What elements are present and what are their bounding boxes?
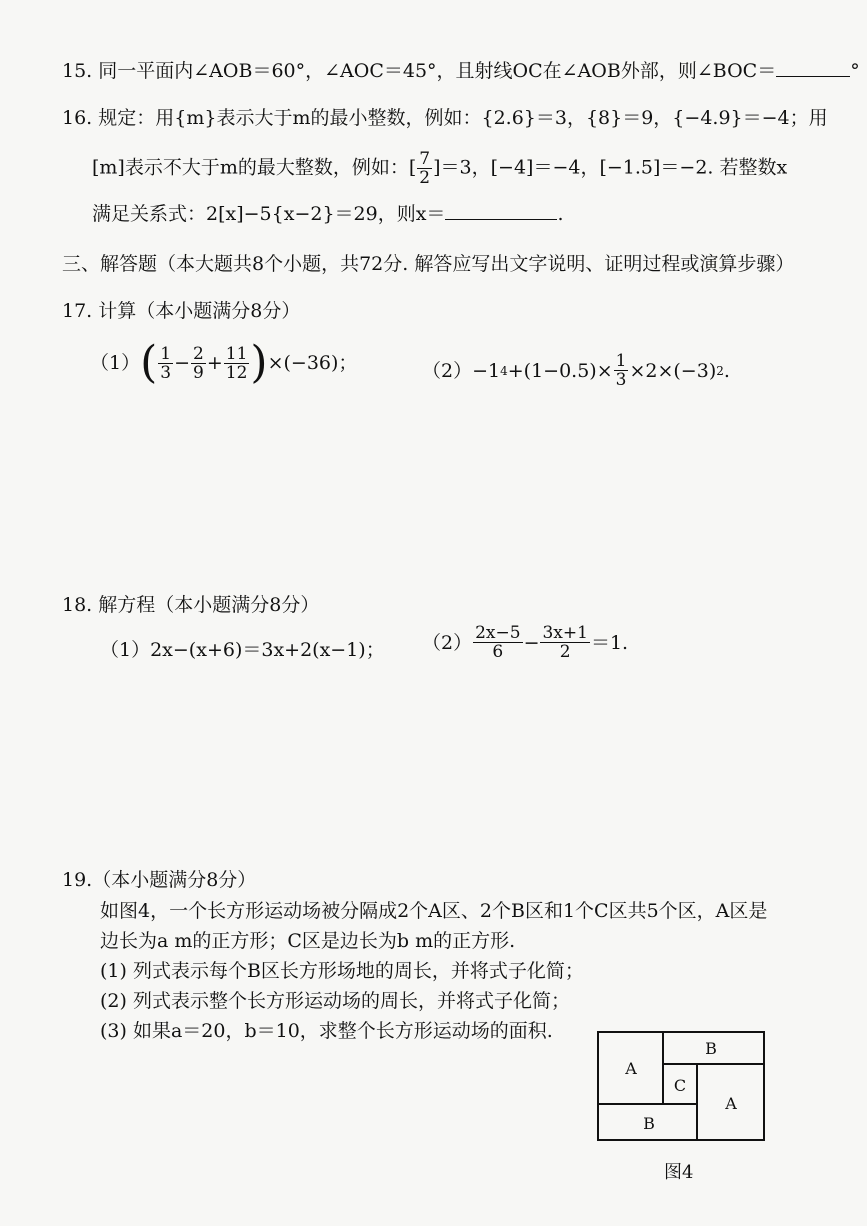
question-18-part-1: （1）2x−(x+6)＝3x+2(x−1)； [100,639,385,661]
answer-blank[interactable] [776,58,850,77]
question-text: 同一平面内∠AOB＝60°，∠AOC＝45°，且射线OC在∠AOB外部，则∠BOC＝ [98,60,777,82]
expression-tail: ＝1. [590,631,629,654]
zone-b-label: B [643,1114,655,1133]
question-number: 16. [62,107,93,129]
question-number: 15. [62,60,93,82]
operator: − [523,631,540,654]
fraction [614,352,629,389]
expression-tail: ×(−36)； [267,352,358,374]
question-16-line-2 [92,150,787,187]
question-19-line-1: 如图4，一个长方形运动场被分隔成2个A区、2个B区和1个C区共5个区，A区是 [100,900,768,922]
question-19-item-2: (2) 列式表示整个长方形运动场的周长，并将式子化简； [100,990,570,1012]
operator: − [174,352,191,374]
zone-a-label: A [625,1059,637,1078]
figure-caption: 图4 [664,1162,694,1183]
exponent: 4 [500,363,508,378]
expression: +(1−0.5)× [507,359,613,382]
question-17-part-2 [422,352,730,389]
fraction [540,624,589,661]
fraction-denominator: 6 [492,642,504,662]
question-suffix: . [557,203,564,225]
question-19-line-2: 边长为a m的正方形；C区是边长为b m的正方形. [100,930,516,952]
question-text: 满足关系式：2[x]−5{x−2}＝29，则x＝ [92,203,446,225]
question-18-part-2 [422,624,628,661]
question-18-title: 18. 解方程（本小题满分8分） [62,594,320,616]
part-label: （1） [90,352,141,374]
zone-b-label: B [705,1039,717,1058]
question-19-item-3: (3) 如果a＝20，b＝10，求整个长方形运动场的面积. [100,1020,553,1042]
part-label: （2） [422,631,473,654]
question-19-title: 19.（本小题满分8分） [62,869,257,891]
question-16-line-3 [92,201,563,227]
fraction-numerator: 2x−5 [475,623,521,643]
fraction-numerator: 2 [193,343,204,364]
zone-c-label: C [673,1076,687,1095]
fraction-numerator: 7 [419,149,431,169]
fraction-denominator: 3 [160,362,172,383]
section-heading: 三、解答题（本大题共8个小题，共72分. 解答应写出文字说明、证明过程或演算步骤） [62,253,795,275]
fraction [473,624,522,661]
right-paren: ) [250,337,268,388]
fraction-numerator: 1 [160,343,172,364]
fraction-denominator: 12 [225,362,248,383]
fraction-denominator: 2 [419,168,431,188]
expression-end: . [723,359,730,382]
question-text: [m]表示不大于m的最大整数，例如：[ [92,156,417,179]
question-text: ]＝3，[−4]＝−4，[−1.5]＝−2. 若整数x [433,156,788,179]
expression: ×2×(−3) [629,359,717,382]
question-15 [62,58,860,84]
answer-blank[interactable] [445,201,557,220]
zone-a-label: A [725,1094,737,1113]
question-17-part-1 [90,337,358,388]
left-paren: ( [140,337,158,388]
fraction-denominator: 2 [559,642,571,662]
exponent: 2 [716,363,724,378]
question-16-line-1 [62,105,828,131]
fraction-numerator: 3x+1 [542,623,588,643]
figure-4 [597,1031,765,1141]
question-17-title: 17. 计算（本小题满分8分） [62,300,301,322]
fraction [158,345,173,382]
fraction-numerator: 11 [225,343,248,364]
question-text: 规定：用{m}表示大于m的最小整数，例如：{2.6}＝3，{8}＝9，{−4.9}＝−4；用 [98,107,828,129]
expression: −1 [472,359,501,382]
part-label: （2） [422,359,473,382]
fraction [191,345,206,382]
operator: + [206,352,223,374]
sports-field-diagram [597,1031,765,1141]
question-19-item-1: (1) 列式表示每个B区长方形场地的周长，并将式子化简； [100,960,584,982]
fraction-numerator: 1 [615,351,627,371]
question-suffix: ° [850,60,860,82]
fraction-denominator: 3 [615,370,627,390]
fraction [224,345,250,382]
fraction [417,150,432,187]
fraction-denominator: 9 [193,362,204,383]
